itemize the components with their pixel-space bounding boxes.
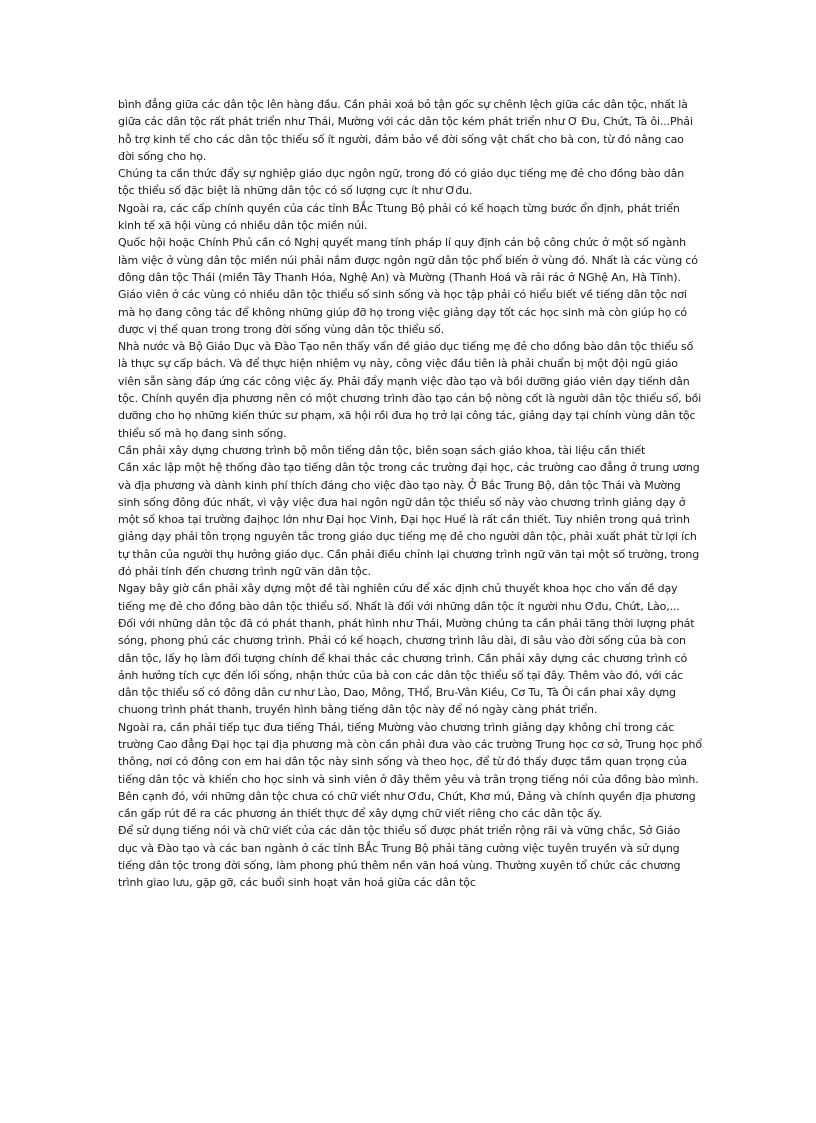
paragraph-5: Giáo viên ở các vùng có nhiều dân tộc thiểu số sinh sống và học tập phải có hiểu biết về tiếng dân tộc nơi mà họ đang công tác để không những giúp đỡ họ trong việc giảng dạy tốt các học sinh mà còn giúp họ có được vị thế quan trong trong đời sống vùng dân tộc thiểu số. — [118, 288, 687, 336]
paragraph-2: Chúng ta cần thức đẩy sự nghiệp giáo dục ngôn ngữ, trong đó có giáo dục tiếng mẹ đẻ cho đồng bào dân tộc thiểu số đặc biệt là những dân tộc có số lượng cực ít như Ơđu. — [118, 167, 685, 198]
paragraph-12: Bên cạnh đó, với những dân tộc chưa có chữ viết như Ơđu, Chứt, Khơ mú, Đảng và chính quyền địa phương cần gấp rút đề ra các phương án thiết thực để xây dựng chữ viết riêng cho các dân tộc ấy. — [118, 789, 696, 821]
paragraph-13: Để sử dụng tiếng nói và chữ viết của các dân tộc thiểu số được phát triển rộng rãi và vững chắc, Sở Giáo dục và Đào tạo và các ban ngành ở các tỉnh BẮc Trung Bộ phải tăng cường việc tuyên truyền và sử dụng tiếng dân tộc trong đời sống, làm phong phú thêm nền văn hoá vùng. Thường xuyên tổ chức các chương trình giao lưu, gặp gỡ, các buổi sinh hoạt văn hoá giữa các dân tộc — [118, 824, 681, 890]
paragraph-6: Nhà nước và Bộ Giáo Dục và Đào Tạo nên thấy vấn đề giáo dục tiếng mẹ đẻ cho dồng bào dân tộc thiểu số là thực sự cấp bách. Và để thực hiện nhiệm vụ này, công việc đầu tiên là phải chuẩn bị một đội ngũ giáo viên sẵn sàng đáp ứng các công việc ấy. Phải đẩy mạnh việc đào tạo và bồi dưỡng giáo viên dạy tiếnh dân tộc. Chính quyền địa phương nên có một chương trình đào tạo cán bộ nòng cốt là người dân tộc thiểu số, bồi dưỡng cho họ những kiến thức sư phạm, xã hội rồi đưa họ trở lại công tác, giảng dạy tại chính vùng dân tộc thiểu số mà họ đang sinh sống. — [118, 340, 702, 440]
paragraph-1: bình đẳng giữa các dân tộc lên hàng đầu. Cần phải xoá bỏ tận gốc sự chênh lệch giữa các dân tộc, nhất là giữa các dân tộc rất phát triển như Thái, Mường với các dân tộc kém phát triển như Ơ Đu, Chứt, Tà ôi...Phải hỗ trợ kinh tế cho các dân tộc thiểu số ít người, đảm bảo về đời sống vật chất cho bà con, từ đó nâng cao đời sống cho họ. — [118, 98, 693, 163]
paragraph-3: Ngoài ra, các cấp chính quyền của các tỉnh BẮc Ttung Bộ phải có kế hoạch từng bước ổn định, phát triển kinh tế xã hội vùng có nhiều dân tộc miền núi. — [118, 201, 680, 233]
paragraph-11: Ngoài ra, cần phải tiếp tục đưa tiếng Thái, tiếng Mường vào chương trình giảng dạy không chỉ trong các trường Cao đẳng Đại học tại địa phương mà còn cần phải đưa vào các trường Trung học cơ sở, Trung học phổ thông, nơi có đông con em hai dân tộc này sinh sống và theo học, để từ đó thấy được tầm quan trọng của tiếng dân tộc và khiến cho học sinh và sinh viên ở đây thêm yêu và trân trọng tiếng nói của đồng bào mình. — [118, 720, 702, 786]
paragraph-4: Quốc hội hoặc Chính Phủ cần có Nghị quyết mang tính pháp lí quy định cán bộ công chức ở một số ngành làm việc ở vùng dân tộc miền núi phải nắm được ngôn ngữ dân tộc phổ biến ở vùng đó. Nhất là các vùng có đông dân tộc Thái (miền Tây Thanh Hóa, Nghệ An) và Mường (Thanh Hoá và rải rác ở NGhệ An, Hà Tĩnh). — [118, 236, 698, 284]
paragraph-8: Cần xác lập một hệ thống đào tạo tiếng dân tộc trong các trường đại học, các trường cao đẳng ở trung ương và địa phương và dành kinh phí thích đáng cho việc đào tạo này. Ở Bắc Trung Bộ, dân tộc Thái và Mường sinh sống đông đúc nhất, vì vậy việc đưa hai ngôn ngữ dân tộc thiểu số này vào chương trình giảng dạy ở một số khoa tại trường đaịhọc lớn như Đại học Vinh, Đại học Huế là rất cần thiết. Tuy nhiên trong quá trình giảng dạy phải tôn trọng nguyên tắc trong giáo dục tiếng mẹ đẻ cho người dân tộc, phải xuất phát từ lợi ích tự thân của người thụ hưởng giáo dục. Cần phải điều chỉnh lại chương trình ngữ văn tại một số trường, trong đó phải tính đến chương trình ngữ văn dân tộc. — [118, 461, 700, 579]
paragraph-9: Ngay bây giờ cần phải xây dựng một đề tài nghiên cứu để xác định chủ thuyết khoa học cho vấn đề dạy tiếng mẹ đẻ cho đồng bào dân tộc thiểu số. Nhất là đối với những dân tộc ít người nhu Ơđu, Chứt, Lào,... — [118, 582, 680, 613]
paragraph-7: Cần phải xây dựng chương trình bộ môn tiếng dân tộc, biên soạn sách giáo khoa, tài liệu cần thiết — [118, 443, 646, 457]
document-body — [118, 96, 702, 892]
paragraph-10: Đối với những dân tộc đã có phát thanh, phát hình như Thái, Mường chúng ta cần phải tăng thời lượng phát sóng, phong phú các chương trình. Phải có kế hoạch, chương trình lâu dài, đi sâu vào đời sống của bà con dân tộc, lấy họ làm đối tượng chính để khai thác các chương trình. Cần phải xây dựng các chương trình có ảnh hưởng tích cực đến lối sống, nhận thức của bà con các dân tộc thiểu số tại đây. Thêm vào đó, với các dân tộc thiểu số có đông dân cư như Lào, Dao, Mông, THổ, Bru-Vân Kiều, Cơ Tu, Tà Ôi cần phai xây dựng chuong trình phát thanh, truyền hình bằng tiếng dân tộc này để nó ngày càng phát triển. — [118, 616, 695, 717]
